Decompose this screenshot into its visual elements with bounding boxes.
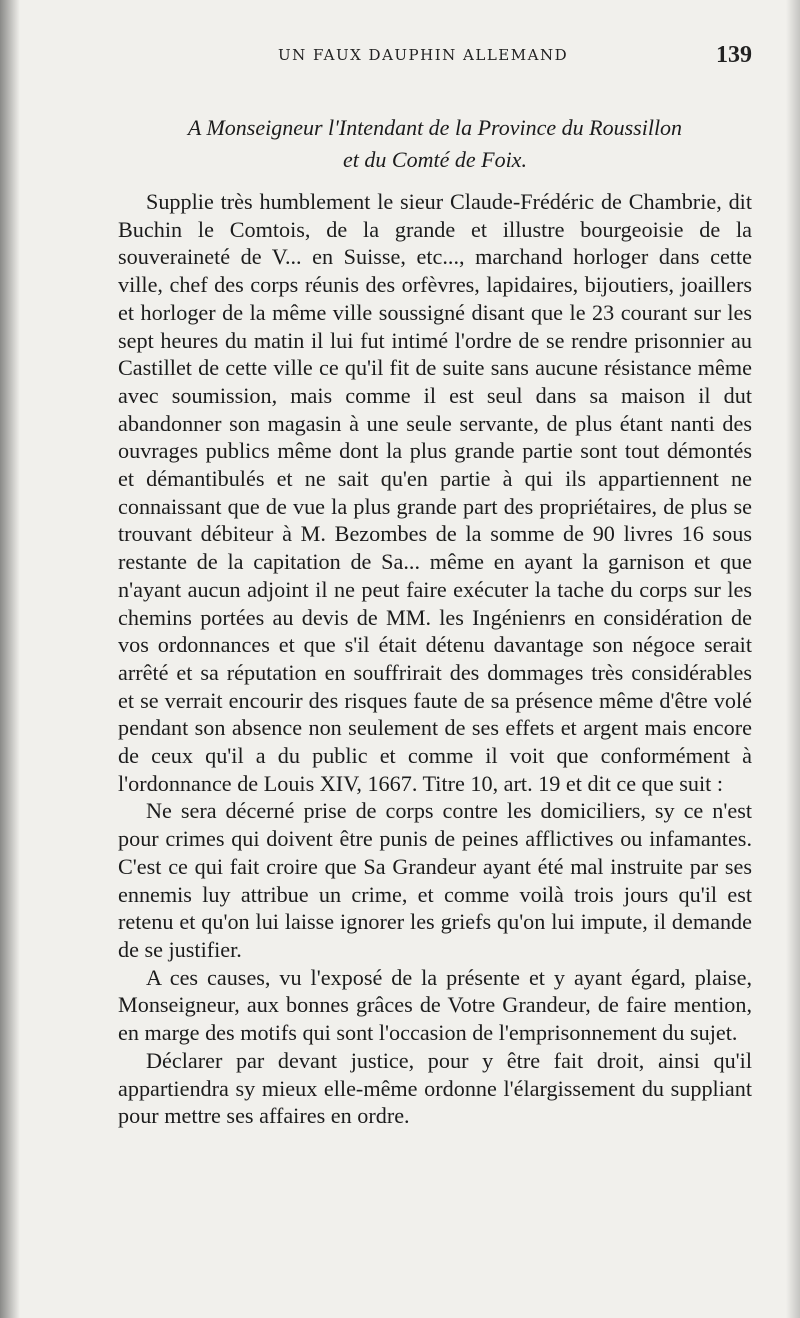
address-line-2: et du Comté de Foix. bbox=[343, 147, 527, 172]
page-edge-shadow bbox=[786, 0, 800, 1318]
paragraph: A ces causes, vu l'exposé de la présente et y ayant égard, plaise, Monseigneur, aux bonnes grâces de Votre Grandeur, de faire mention, en marge des motifs qui sont l'occasion de l'emprisonnement du sujet. bbox=[118, 964, 752, 1046]
running-head bbox=[118, 42, 752, 72]
page-number: 139 bbox=[716, 42, 752, 68]
paragraph: Ne sera décerné prise de corps contre les domiciliers, sy ce n'est pour crimes qui doivent être punis de peines afflictives ou infamantes. C'est ce qui fait croire que Sa Grandeur ayant été mal instruite par ses ennemis luy attribue un crime, et comme voilà trois jours qu'il est retenu et qu'on lui laisse ignorer les griefs qu'on lui impute, il demande de se justifier. bbox=[118, 798, 752, 962]
petition-body bbox=[118, 188, 752, 1130]
paragraph: Déclarer par devant justice, pour y être fait droit, ainsi qu'il appartiendra sy mieux elle-même ordonne l'élargissement du suppliant pour mettre ses affaires en ordre. bbox=[118, 1047, 752, 1129]
running-title: UN FAUX DAUPHIN ALLEMAND bbox=[278, 46, 569, 64]
binding-shadow bbox=[0, 0, 20, 1318]
petition-address bbox=[118, 112, 752, 176]
address-line-1: A Monseigneur l'Intendant de la Province du Roussillon bbox=[187, 115, 683, 140]
paragraph: Supplie très humblement le sieur Claude-Frédéric de Chambrie, dit Buchin le Comtois, de la grande et illustre bourgeoisie de la souveraineté de V... en Suisse, etc..., marchand horloger dans cette ville, chef des corps réunis des orfèvres, lapidaires, bijoutiers, joaillers et horloger de la même ville soussigné disant que le 23 courant sur les sept heures du matin il lui fut intimé l'ordre de se rendre prisonnier au Castillet de cette ville ce qu'il fit de suite sans aucune résistance même avec soumission, mais comme il est seul dans sa maison il dut abandonner son magasin à une seule servante, de plus étant nanti des ouvrages publics même dont la plus grande partie sont tout démontés et démantibulés et ne sait qu'en partie à qui ils appartiennent ne connaissant que de vue la plus grande part des propriétaires, de plus se trouvant débiteur à M. Bezombes de la somme de 90 livres 16 sous restante de la capitation de Sa... même en ayant la garnison et que n'ayant aucun adjoint il ne peut faire exécuter la tache du corps sur les chemins portées au devis de MM. les Ingénienrs en considération de vos ordonnances et que s'il était détenu davantage son négoce serait arrêté et sa réputation en souffrirait des dommages très considérables et se verrait encourir des risques faute de sa présence même d'être volé pendant son absence non seulement de ses effets et argent mais encore de ceux qu'il a du public et comme il voit que conformément à l'ordonnance de Louis XIV, 1667. Titre 10, art. 19 et dit ce que suit : bbox=[118, 189, 752, 796]
